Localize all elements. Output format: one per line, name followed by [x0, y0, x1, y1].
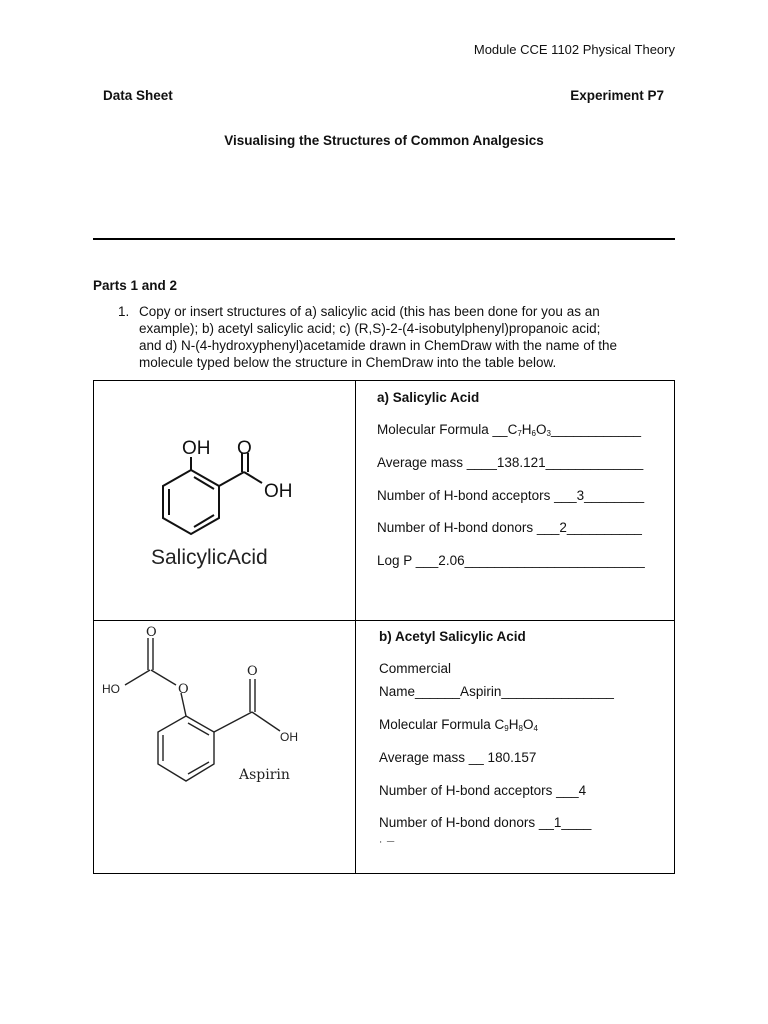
formula-tail: ____________ — [550, 422, 642, 437]
salicylic-logp: Log P ___2.06________________________ — [377, 553, 645, 568]
aspirin-formula — [379, 717, 538, 733]
formula-h-count: 8 — [518, 724, 523, 733]
svg-text:O: O — [146, 625, 157, 640]
formula-c-count: 9 — [504, 724, 509, 733]
aspirin-commercial: Commercial — [379, 661, 452, 676]
aspirin-mass: Average mass __ 180.157 — [379, 750, 537, 765]
salicylic-structure-label: SalicylicAcid — [151, 546, 268, 569]
salicylic-title: a) Salicylic Acid — [377, 390, 480, 405]
o-label-carbonyl: O — [237, 438, 252, 459]
svg-text:O: O — [247, 664, 258, 679]
aspirin-acceptors: Number of H-bond acceptors ___4 — [379, 783, 587, 798]
aspirin-donors: Number of H-bond donors __1____ — [379, 815, 592, 830]
salicylic-structure-cell — [94, 381, 356, 621]
page-title: Visualising the Structures of Common Analgesics — [224, 133, 544, 148]
aspirin-structure-label: Aspirin — [239, 767, 290, 783]
aspirin-data-cell — [356, 621, 675, 874]
instruction-line-3: and d) N-(4-hydroxyphenyl)acetamide drawn in ChemDraw with the name of the — [139, 338, 617, 353]
formula-c: C — [494, 717, 505, 732]
parts-heading: Parts 1 and 2 — [93, 278, 178, 293]
aspirin-structure-cell — [94, 621, 356, 874]
table-row-salicylic — [94, 381, 675, 621]
instruction-item — [118, 303, 678, 371]
experiment-heading: Experiment P7 — [570, 88, 664, 103]
salicylic-mass: Average mass ____138.121_____________ — [377, 455, 644, 470]
formula-prefix: Molecular Formula — [379, 717, 495, 732]
formula-c-count: 7 — [517, 429, 522, 438]
instruction-line-1: Copy or insert structures of a) salicylic acid (this has been done for you as an — [139, 304, 600, 319]
aspirin-title: b) Acetyl Salicylic Acid — [379, 629, 526, 644]
formula-prefix: Molecular Formula __ — [377, 422, 508, 437]
salicylic-donors: Number of H-bond donors ___2__________ — [377, 520, 642, 535]
svg-text:O: O — [178, 682, 189, 697]
oh-label-top: OH — [182, 438, 211, 459]
module-name: Module CCE 1102 Physical Theory — [473, 42, 675, 57]
formula-h-count: 6 — [531, 429, 536, 438]
formula-h: H — [508, 717, 519, 732]
table-row-aspirin — [94, 621, 675, 874]
formula-o-count: 3 — [546, 429, 551, 438]
formula-o: O — [535, 422, 547, 437]
svg-text:OH: OH — [280, 730, 298, 744]
formula-o: O — [522, 717, 534, 732]
instruction-line-2: example); b) acetyl salicylic acid; c) (R,S)-2-(4-isobutylphenyl)propanoic acid; — [139, 321, 601, 336]
salicylic-acceptors: Number of H-bond acceptors ___3________ — [377, 488, 645, 503]
aspirin-name: Name______Aspirin_______________ — [379, 684, 614, 699]
salicylic-data-cell — [356, 381, 675, 621]
analgesics-table — [93, 380, 675, 874]
divider-rule — [93, 238, 675, 240]
salicylic-formula — [377, 422, 641, 438]
formula-o-count: 4 — [533, 724, 538, 733]
salicylic-acid-structure — [94, 381, 355, 620]
svg-text:HO: HO — [102, 682, 120, 696]
formula-h: H — [521, 422, 532, 437]
formula-c: C — [507, 422, 518, 437]
oh-label-carboxyl: OH — [264, 481, 293, 502]
aspirin-cut-text: ˙ ¯ — [379, 839, 395, 854]
aspirin-structure — [94, 621, 355, 873]
instruction-line-4: molecule typed below the structure in ChemDraw into the table below. — [139, 355, 557, 370]
item-number: 1. — [118, 304, 130, 319]
data-sheet-heading: Data Sheet — [103, 88, 173, 103]
